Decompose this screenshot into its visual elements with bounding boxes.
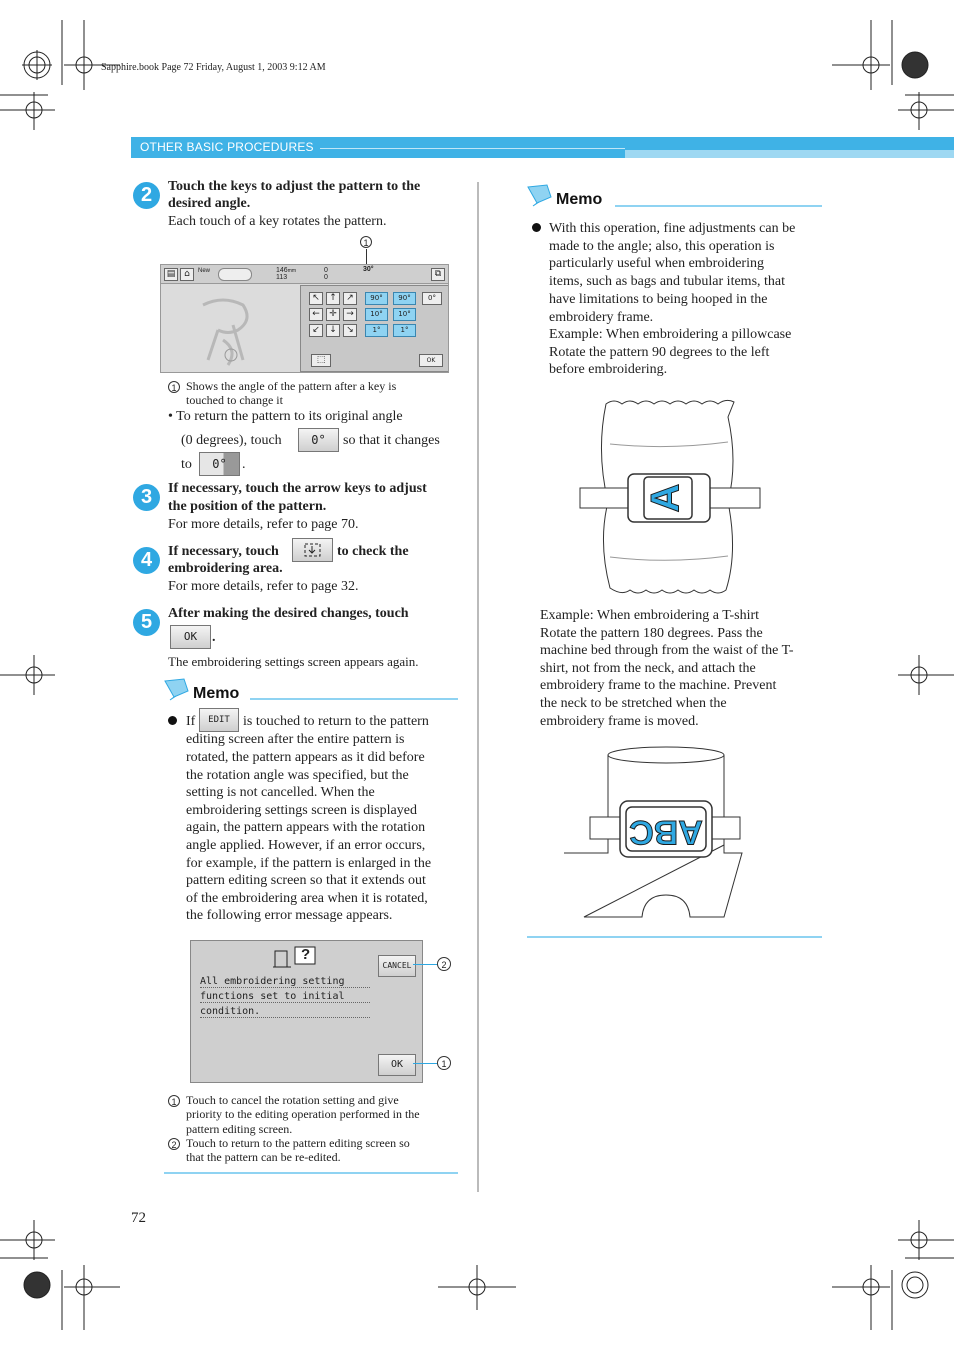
memo-right-line-5: embroidery frame.	[549, 310, 654, 325]
memo-left-line-8: for example, if the pattern is enlarged in the	[186, 856, 432, 871]
size-width: 146	[276, 267, 288, 274]
home-icon[interactable]: ⌂	[180, 268, 194, 281]
arrow-right-icon[interactable]: →	[343, 308, 357, 321]
pos-y: 0	[324, 274, 328, 281]
pillowcase-letter: A	[643, 483, 688, 513]
memo-left-line-2: rotated, the pattern appears as it did before	[186, 750, 425, 765]
section-title: OTHER BASIC PROCEDURES	[140, 140, 314, 154]
memo-right-icon	[525, 183, 553, 207]
embroidering-area-icon[interactable]: ⬚	[311, 354, 331, 367]
memo-right-line-2: particularly useful when embroidering	[549, 256, 764, 271]
center-icon[interactable]: ✛	[326, 308, 340, 321]
step-5-title: After making the desired changes, touch	[168, 606, 409, 621]
memo-left-bullet	[168, 716, 177, 725]
step-3-body: For more details, refer to page 70.	[168, 517, 359, 532]
memo-left-line-3: the rotation angle was specified, but the	[186, 768, 409, 783]
note-cancel-line-2: that the pattern can be re-edited.	[186, 1150, 341, 1164]
memo-right-bullet	[532, 223, 541, 232]
tip-line-2-post: so that it changes	[343, 433, 440, 448]
tip-line-2-pre: (0 degrees), touch	[181, 433, 282, 448]
step-3-title-1: If necessary, touch the arrow keys to adjust	[168, 481, 427, 496]
rotate-90-left-button[interactable]: 90°	[365, 292, 388, 305]
embroidering-area-button[interactable]	[292, 538, 333, 562]
memo-right-title: Memo	[556, 191, 603, 208]
arrow-up-left-icon[interactable]: ↖	[309, 292, 323, 305]
step-4-body: For more details, refer to page 32.	[168, 579, 359, 594]
tshirt-line-0: Example: When embroidering a T-shirt	[540, 608, 760, 623]
zero-degree-button[interactable]: 0°	[298, 428, 339, 452]
callout-ok-leader	[413, 1063, 437, 1064]
section-band-stripe	[625, 150, 954, 158]
tip-period: .	[242, 457, 246, 472]
memo-left-rule	[250, 698, 458, 700]
reset-angle-button[interactable]: 0°	[422, 292, 442, 305]
memo-left-title: Memo	[193, 685, 240, 702]
question-mark: ?	[301, 946, 311, 963]
error-message-1: All embroidering setting	[200, 976, 370, 988]
pos-x: 0	[324, 267, 328, 274]
memo-right-line-0: With this operation, fine adjustments can be	[549, 221, 796, 236]
step-2-number: 2	[133, 182, 160, 209]
menu-icon[interactable]: ▤	[164, 268, 178, 281]
arrow-up-right-icon[interactable]: ↗	[343, 292, 357, 305]
pdf-header: Sapphire.book Page 72 Friday, August 1, 2003 9:12 AM	[101, 62, 326, 73]
ok-key-button[interactable]: OK	[170, 625, 211, 649]
tshirt-line-2: machine bed through from the waist of the T-	[540, 643, 794, 658]
memo-left-line-10: of the embroidering area when it is rotated,	[186, 891, 428, 906]
step-3-title-2: the position of the pattern.	[168, 499, 327, 514]
callout-cancel: 2	[437, 957, 451, 971]
new-label: New	[198, 268, 211, 274]
rotate-1-right-button[interactable]: 1°	[393, 324, 416, 337]
memo-right-line-6: Example: When embroidering a pillowcase	[549, 327, 792, 342]
tshirt-line-6: embroidery frame is moved.	[540, 714, 699, 729]
memo-icon	[162, 677, 190, 701]
step-5-number: 5	[133, 609, 160, 636]
memo-left-bottom-rule	[164, 1172, 458, 1174]
step-4-number: 4	[133, 547, 160, 574]
memo-right-line-7: Rotate the pattern 90 degrees to the left	[549, 345, 770, 360]
note-cancel-line-1: Touch to return to the pattern editing screen so	[186, 1136, 410, 1150]
rotation-panel	[300, 285, 449, 372]
step-5-body: The embroidering settings screen appears again.	[168, 654, 419, 669]
memo-left-if: If	[186, 714, 196, 729]
rotate-10-left-button[interactable]: 10°	[365, 308, 388, 321]
tip-line-1: • To return the pattern to its original angle	[168, 409, 403, 424]
memo-left-line-4: setting is not cancelled. When the	[186, 785, 375, 800]
step-2-title-1: Touch the keys to adjust the pattern to the	[168, 179, 421, 194]
memo-right-line-8: before embroidering.	[549, 362, 668, 377]
cancel-button[interactable]: CANCEL	[378, 955, 416, 977]
callout-ok: 1	[437, 1056, 451, 1070]
pillowcase-illustration	[578, 392, 762, 602]
edit-button[interactable]: EDIT	[199, 708, 239, 732]
tip-line-3-pre: to	[181, 457, 192, 472]
tshirt-line-3: shirt, not from the neck, and attach the	[540, 661, 756, 676]
arrow-up-icon[interactable]: ↑	[326, 292, 340, 305]
step-2-title-2: desired angle.	[168, 196, 251, 211]
tshirt-illustration	[562, 745, 744, 921]
step-3-number: 3	[133, 484, 160, 511]
arrow-left-icon[interactable]: ←	[309, 308, 323, 321]
error-screen	[190, 940, 423, 1083]
window-icon[interactable]: ⧉	[431, 268, 445, 281]
note-1-marker: 1	[168, 381, 180, 393]
memo-left-line-5: embroidering settings screen is displayed	[186, 803, 417, 818]
zero-degree-button-pressed[interactable]: 0°	[199, 452, 240, 476]
section-band-rule	[320, 148, 625, 149]
note-1-line-2: touched to change it	[186, 393, 283, 407]
arrow-down-icon[interactable]: ↓	[326, 324, 340, 337]
rotation-screen	[160, 264, 449, 373]
memo-right-line-1: made to the angle; also, this operation is	[549, 239, 775, 254]
step-4-title-2: embroidering area.	[168, 561, 283, 576]
memo-right-line-4: have limitations to being hooped in the	[549, 292, 768, 307]
step-2-body: Each touch of a key rotates the pattern.	[168, 214, 387, 229]
pattern-preview	[163, 285, 298, 371]
column-divider	[477, 182, 479, 1192]
size-height: 113	[276, 274, 288, 281]
error-message-3: condition.	[200, 1006, 370, 1018]
step-5-period: .	[212, 630, 216, 645]
tshirt-line-5: the neck to be stretched when the	[540, 696, 727, 711]
page-number: 72	[131, 1210, 146, 1226]
memo-left-line-1: editing screen after the entire pattern is	[186, 732, 405, 747]
embroidering-area-icon	[293, 539, 332, 561]
note-ok-line-2: priority to the editing operation performed in the	[186, 1107, 420, 1121]
memo-left-line-11: the following error message appears.	[186, 908, 393, 923]
step-4-title-pre: If necessary, touch	[168, 544, 279, 559]
rotate-10-right-button[interactable]: 10°	[393, 308, 416, 321]
memo-left-line-7: angle applied. However, if an error occurs,	[186, 838, 426, 853]
memo-right-rule	[615, 205, 822, 207]
tshirt-letters: ABC	[629, 813, 703, 852]
callout-cancel-leader	[413, 964, 437, 965]
arrow-down-right-icon[interactable]: ↘	[343, 324, 357, 337]
size-unit: mm	[287, 268, 297, 274]
memo-left-line-0: is touched to return to the pattern	[243, 714, 429, 729]
note-ok-line-3: pattern editing screen.	[186, 1122, 293, 1136]
memo-left-line-6: again, the pattern appears with the rotation	[186, 820, 426, 835]
memo-right-bottom-rule	[527, 936, 822, 938]
memo-left-line-9: pattern editing screen so that it extends out	[186, 873, 426, 888]
ok-button[interactable]: OK	[419, 354, 443, 367]
step-4-title-post: to check the	[337, 544, 409, 559]
machine-question-icon	[273, 945, 323, 971]
tshirt-line-4: embroidery frame to the machine. Prevent	[540, 678, 777, 693]
preview-toggle[interactable]	[218, 268, 252, 281]
rotate-90-right-button[interactable]: 90°	[393, 292, 416, 305]
arrow-down-left-icon[interactable]: ↙	[309, 324, 323, 337]
note-ok-line-1: Touch to cancel the rotation setting and give	[186, 1093, 399, 1107]
rotate-1-left-button[interactable]: 1°	[365, 324, 388, 337]
note-cancel-marker: 2	[168, 1138, 180, 1150]
note-1-line-1: Shows the angle of the pattern after a key is	[186, 379, 397, 393]
callout-1: 1	[360, 236, 372, 248]
memo-right-line-3: items, such as bags and tubular items, that	[549, 274, 786, 289]
note-ok-marker: 1	[168, 1095, 180, 1107]
tshirt-line-1: Rotate the pattern 180 degrees. Pass the	[540, 626, 763, 641]
error-message-2: functions set to initial	[200, 991, 370, 1003]
error-ok-button[interactable]: OK	[378, 1054, 416, 1076]
angle-readout: 30°	[363, 266, 374, 273]
